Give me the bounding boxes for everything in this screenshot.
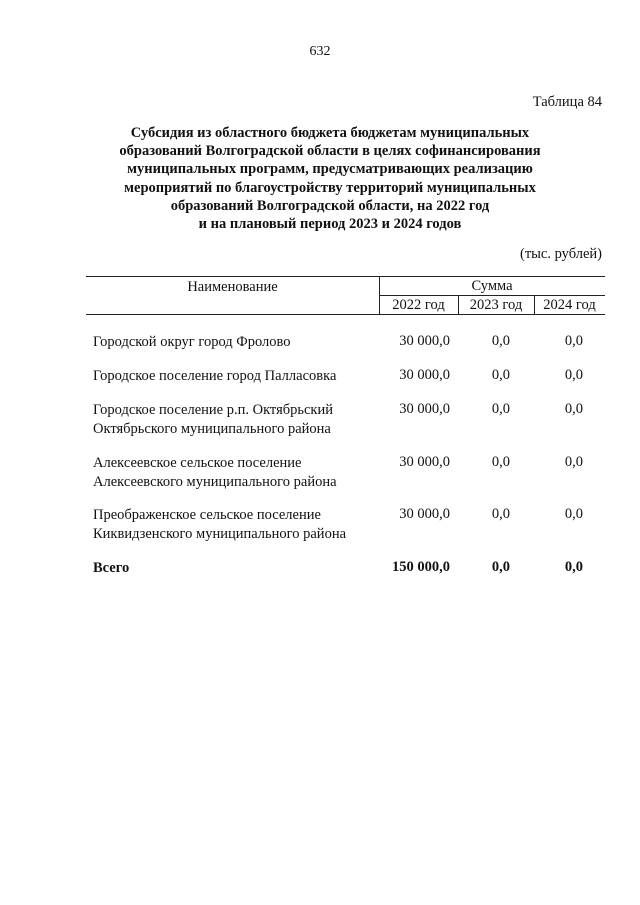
title-line: образований Волгоградской области в целях софинансирования — [119, 143, 541, 160]
row-name: Городской округ город Фролово — [93, 334, 291, 350]
title-line: муниципальных программ, предусматривающих реализацию — [127, 161, 533, 178]
value-2023: 0,0 — [491, 454, 510, 470]
title-line: Субсидия из областного бюджета бюджетам муниципальных — [130, 125, 530, 141]
value-2022: 30 000,0 — [399, 506, 450, 522]
header-year-2024: 2024 год — [543, 297, 596, 313]
row-name: Городское поселение город Палласовка — [93, 368, 337, 384]
sum-underline-rule — [379, 295, 605, 296]
row-name: Преображенское сельское поселение Киквидзенского муниципального района — [93, 507, 347, 542]
value-2023: 0,0 — [491, 506, 510, 522]
total-label: Всего — [93, 560, 130, 576]
header-year-2023: 2023 год — [469, 297, 523, 313]
value-2023: 0,0 — [491, 333, 510, 349]
document-title — [80, 124, 580, 233]
value-2023: 0,0 — [491, 367, 510, 383]
page-number: 632 — [309, 44, 331, 59]
title-line: и на плановый период 2023 и 2024 годов — [198, 216, 462, 233]
header-sum: Сумма — [471, 278, 513, 294]
title-line: образований Волгоградской области, на 2022 год — [170, 197, 490, 214]
value-2024: 0,0 — [564, 454, 583, 470]
total-2023: 0,0 — [491, 559, 510, 575]
total-2022: 150 000,0 — [392, 559, 450, 575]
value-2022: 30 000,0 — [399, 333, 450, 349]
table-label: Таблица 84 — [532, 94, 602, 110]
table-top-rule — [86, 276, 605, 277]
row-name: Алексеевское сельское поселение Алексеевского муниципального района — [93, 455, 337, 490]
value-2022: 30 000,0 — [399, 401, 450, 417]
value-2022: 30 000,0 — [399, 367, 450, 383]
header-name: Наименование — [187, 279, 278, 295]
value-2022: 30 000,0 — [399, 454, 450, 470]
table-header-bottom-rule — [86, 314, 605, 315]
row-name: Городское поселение р.п. Октябрьский Октябрьского муниципального района — [93, 402, 333, 437]
value-2023: 0,0 — [491, 401, 510, 417]
total-2024: 0,0 — [564, 559, 583, 575]
header-year-2022: 2022 год — [392, 297, 445, 313]
value-2024: 0,0 — [564, 401, 583, 417]
value-2024: 0,0 — [564, 367, 583, 383]
title-line: мероприятий по благоустройству территорий муниципальных — [124, 179, 536, 196]
units-label: (тыс. рублей) — [520, 246, 602, 262]
value-2024: 0,0 — [564, 333, 583, 349]
value-2024: 0,0 — [564, 506, 583, 522]
